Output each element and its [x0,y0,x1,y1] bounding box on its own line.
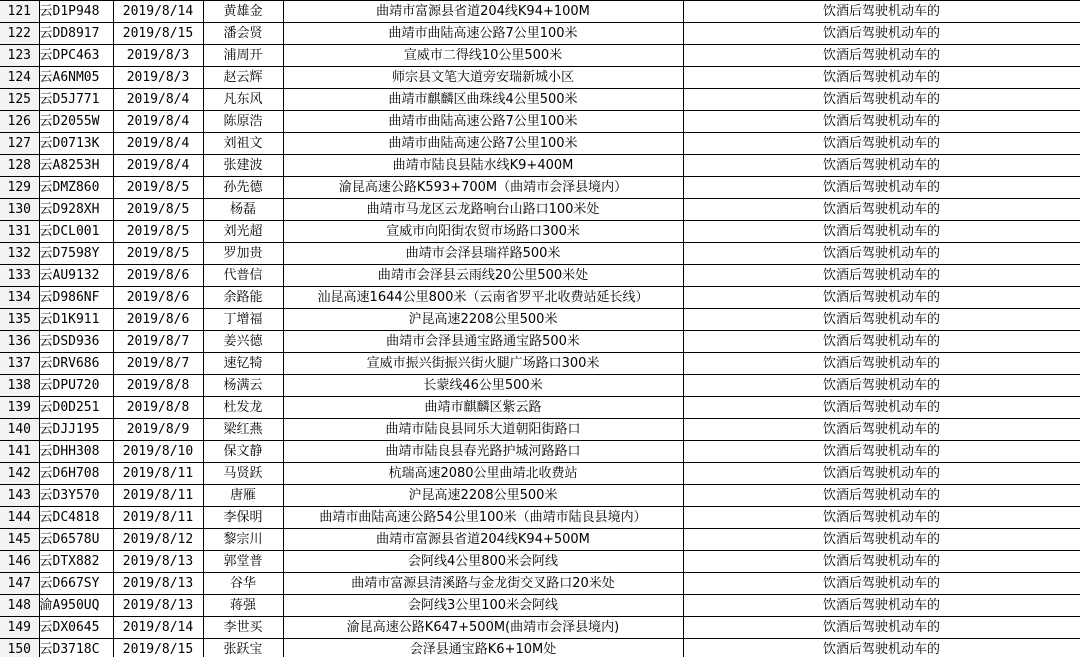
table-row[interactable] [0,440,1080,462]
cell-date[interactable]: 2019/8/5 [113,176,203,198]
table-row[interactable] [0,352,1080,374]
cell-offense[interactable]: 饮酒后驾驶机动车的 [683,594,1080,616]
cell-place[interactable]: 宣威市二得线10公里500米 [283,44,683,66]
row-number[interactable]: 133 [0,264,39,286]
table-row[interactable] [0,550,1080,572]
cell-place[interactable]: 曲靖市陆良县同乐大道朝阳街路口 [283,418,683,440]
table-row[interactable] [0,0,1080,22]
row-number[interactable]: 146 [0,550,39,572]
cell-offense[interactable]: 饮酒后驾驶机动车的 [683,308,1080,330]
cell-name[interactable]: 余路能 [203,286,283,308]
row-number[interactable]: 130 [0,198,39,220]
cell-date[interactable]: 2019/8/13 [113,594,203,616]
cell-name[interactable]: 姜兴德 [203,330,283,352]
table-row[interactable] [0,154,1080,176]
cell-offense[interactable]: 饮酒后驾驶机动车的 [683,484,1080,506]
table-row[interactable] [0,132,1080,154]
row-number[interactable]: 121 [0,0,39,22]
cell-offense[interactable]: 饮酒后驾驶机动车的 [683,462,1080,484]
cell-date[interactable]: 2019/8/8 [113,374,203,396]
cell-offense[interactable]: 饮酒后驾驶机动车的 [683,176,1080,198]
cell-name[interactable]: 张跃宝 [203,638,283,657]
cell-place[interactable]: 杭瑞高速2080公里曲靖北收费站 [283,462,683,484]
table-row[interactable] [0,66,1080,88]
cell-plate[interactable]: 云D0D251 [39,396,113,418]
cell-offense[interactable]: 饮酒后驾驶机动车的 [683,154,1080,176]
cell-name[interactable]: 凡东风 [203,88,283,110]
cell-name[interactable]: 马贤跃 [203,462,283,484]
cell-plate[interactable]: 云A6NM05 [39,66,113,88]
row-number[interactable]: 132 [0,242,39,264]
cell-date[interactable]: 2019/8/7 [113,330,203,352]
row-number[interactable]: 149 [0,616,39,638]
cell-plate[interactable]: 云DPU720 [39,374,113,396]
cell-date[interactable]: 2019/8/7 [113,352,203,374]
cell-plate[interactable]: 云D0713K [39,132,113,154]
cell-date[interactable]: 2019/8/4 [113,132,203,154]
cell-offense[interactable]: 饮酒后驾驶机动车的 [683,198,1080,220]
cell-plate[interactable]: 云D2055W [39,110,113,132]
cell-name[interactable]: 罗加贵 [203,242,283,264]
cell-place[interactable]: 曲靖市陆良县春光路护城河路路口 [283,440,683,462]
row-number[interactable]: 144 [0,506,39,528]
row-number[interactable]: 147 [0,572,39,594]
table-row[interactable] [0,176,1080,198]
cell-place[interactable]: 曲靖市曲陆高速公路7公里100米 [283,110,683,132]
cell-plate[interactable]: 云D3718C [39,638,113,657]
cell-plate[interactable]: 云D7598Y [39,242,113,264]
cell-date[interactable]: 2019/8/6 [113,286,203,308]
cell-offense[interactable]: 饮酒后驾驶机动车的 [683,374,1080,396]
row-number[interactable]: 134 [0,286,39,308]
cell-plate[interactable]: 云DCL001 [39,220,113,242]
cell-place[interactable]: 沪昆高速2208公里500米 [283,308,683,330]
cell-place[interactable]: 曲靖市陆良县陆水线K9+400M [283,154,683,176]
cell-plate[interactable]: 云DMZ860 [39,176,113,198]
table-row[interactable] [0,418,1080,440]
cell-offense[interactable]: 饮酒后驾驶机动车的 [683,264,1080,286]
cell-name[interactable]: 张建波 [203,154,283,176]
cell-offense[interactable]: 饮酒后驾驶机动车的 [683,132,1080,154]
cell-plate[interactable]: 云DHH308 [39,440,113,462]
row-number[interactable]: 126 [0,110,39,132]
cell-plate[interactable]: 云AU9132 [39,264,113,286]
cell-name[interactable]: 李保明 [203,506,283,528]
cell-place[interactable]: 曲靖市富源县省道204线K94+100M [283,0,683,22]
cell-date[interactable]: 2019/8/3 [113,66,203,88]
cell-place[interactable]: 曲靖市麒麟区曲珠线4公里500米 [283,88,683,110]
cell-date[interactable]: 2019/8/6 [113,308,203,330]
cell-date[interactable]: 2019/8/5 [113,198,203,220]
cell-place[interactable]: 曲靖市会泽县通宝路通宝路500米 [283,330,683,352]
cell-name[interactable]: 刘光超 [203,220,283,242]
table-row[interactable] [0,374,1080,396]
table-row[interactable] [0,330,1080,352]
table-row[interactable] [0,264,1080,286]
cell-date[interactable]: 2019/8/5 [113,242,203,264]
cell-date[interactable]: 2019/8/5 [113,220,203,242]
row-number[interactable]: 148 [0,594,39,616]
cell-place[interactable]: 宣威市向阳街农贸市场路口300米 [283,220,683,242]
cell-name[interactable]: 孙先德 [203,176,283,198]
table-row[interactable] [0,638,1080,657]
cell-name[interactable]: 杨满云 [203,374,283,396]
cell-name[interactable]: 速钇犄 [203,352,283,374]
table-row[interactable] [0,462,1080,484]
row-number[interactable]: 129 [0,176,39,198]
cell-plate[interactable]: 云DJJ195 [39,418,113,440]
row-number[interactable]: 139 [0,396,39,418]
cell-offense[interactable]: 饮酒后驾驶机动车的 [683,88,1080,110]
cell-offense[interactable]: 饮酒后驾驶机动车的 [683,396,1080,418]
row-number[interactable]: 128 [0,154,39,176]
cell-name[interactable]: 代普信 [203,264,283,286]
table-row[interactable] [0,242,1080,264]
cell-date[interactable]: 2019/8/12 [113,528,203,550]
cell-date[interactable]: 2019/8/4 [113,154,203,176]
cell-place[interactable]: 渝昆高速公路K647+500M(曲靖市会泽县境内) [283,616,683,638]
row-number[interactable]: 150 [0,638,39,657]
cell-plate[interactable]: 云D1K911 [39,308,113,330]
cell-place[interactable]: 宣威市振兴街振兴街火腿广场路口300米 [283,352,683,374]
row-number[interactable]: 141 [0,440,39,462]
cell-place[interactable]: 曲靖市会泽县瑞祥路500米 [283,242,683,264]
cell-offense[interactable]: 饮酒后驾驶机动车的 [683,418,1080,440]
cell-date[interactable]: 2019/8/3 [113,44,203,66]
row-number[interactable]: 131 [0,220,39,242]
cell-offense[interactable]: 饮酒后驾驶机动车的 [683,286,1080,308]
cell-date[interactable]: 2019/8/11 [113,462,203,484]
cell-date[interactable]: 2019/8/8 [113,396,203,418]
cell-date[interactable]: 2019/8/6 [113,264,203,286]
cell-date[interactable]: 2019/8/14 [113,616,203,638]
cell-offense[interactable]: 饮酒后驾驶机动车的 [683,22,1080,44]
cell-offense[interactable]: 饮酒后驾驶机动车的 [683,110,1080,132]
cell-place[interactable]: 会泽县通宝路K6+10M处 [283,638,683,657]
cell-place[interactable]: 曲靖市富源县清溪路与金龙街交叉路口20米处 [283,572,683,594]
table-row[interactable] [0,528,1080,550]
cell-plate[interactable]: 云D928XH [39,198,113,220]
cell-plate[interactable]: 云DD8917 [39,22,113,44]
table-row[interactable] [0,396,1080,418]
cell-date[interactable]: 2019/8/15 [113,638,203,657]
cell-name[interactable]: 谷华 [203,572,283,594]
cell-offense[interactable]: 饮酒后驾驶机动车的 [683,44,1080,66]
row-number[interactable]: 123 [0,44,39,66]
table-row[interactable] [0,616,1080,638]
row-number[interactable]: 145 [0,528,39,550]
cell-place[interactable]: 长蒙线46公里500米 [283,374,683,396]
cell-name[interactable]: 保文静 [203,440,283,462]
cell-offense[interactable]: 饮酒后驾驶机动车的 [683,638,1080,657]
row-number[interactable]: 122 [0,22,39,44]
table-row[interactable] [0,88,1080,110]
cell-place[interactable]: 会阿线4公里800米会阿线 [283,550,683,572]
cell-plate[interactable]: 云D5J771 [39,88,113,110]
cell-name[interactable]: 陈原浩 [203,110,283,132]
table-row[interactable] [0,484,1080,506]
table-row[interactable] [0,44,1080,66]
cell-name[interactable]: 唐雁 [203,484,283,506]
table-row[interactable] [0,22,1080,44]
cell-offense[interactable]: 饮酒后驾驶机动车的 [683,550,1080,572]
cell-place[interactable]: 曲靖市曲陆高速公路7公里100米 [283,132,683,154]
cell-name[interactable]: 赵云辉 [203,66,283,88]
row-number[interactable]: 143 [0,484,39,506]
cell-date[interactable]: 2019/8/13 [113,572,203,594]
cell-plate[interactable]: 云D3Y570 [39,484,113,506]
cell-name[interactable]: 潘会贤 [203,22,283,44]
cell-place[interactable]: 曲靖市曲陆高速公路54公里100米（曲靖市陆良县境内） [283,506,683,528]
cell-offense[interactable]: 饮酒后驾驶机动车的 [683,330,1080,352]
cell-name[interactable]: 黎宗川 [203,528,283,550]
cell-date[interactable]: 2019/8/14 [113,0,203,22]
cell-plate[interactable]: 云DSD936 [39,330,113,352]
cell-plate[interactable]: 云DTX882 [39,550,113,572]
cell-name[interactable]: 蒋强 [203,594,283,616]
table-row[interactable] [0,572,1080,594]
cell-date[interactable]: 2019/8/4 [113,88,203,110]
row-number[interactable]: 125 [0,88,39,110]
cell-plate[interactable]: 云DC4818 [39,506,113,528]
cell-offense[interactable]: 饮酒后驾驶机动车的 [683,616,1080,638]
cell-name[interactable]: 杨磊 [203,198,283,220]
cell-name[interactable]: 李世买 [203,616,283,638]
cell-offense[interactable]: 饮酒后驾驶机动车的 [683,506,1080,528]
cell-place[interactable]: 沪昆高速2208公里500米 [283,484,683,506]
cell-date[interactable]: 2019/8/11 [113,506,203,528]
cell-date[interactable]: 2019/8/10 [113,440,203,462]
cell-plate[interactable]: 云DPC463 [39,44,113,66]
cell-name[interactable]: 丁增福 [203,308,283,330]
row-number[interactable]: 138 [0,374,39,396]
cell-plate[interactable]: 云D1P948 [39,0,113,22]
cell-plate[interactable]: 云DX0645 [39,616,113,638]
cell-date[interactable]: 2019/8/13 [113,550,203,572]
cell-date[interactable]: 2019/8/4 [113,110,203,132]
cell-plate[interactable]: 云D6H708 [39,462,113,484]
cell-date[interactable]: 2019/8/15 [113,22,203,44]
table-row[interactable] [0,220,1080,242]
cell-place[interactable]: 曲靖市富源县省道204线K94+500M [283,528,683,550]
cell-plate[interactable]: 云D6578U [39,528,113,550]
row-number[interactable]: 142 [0,462,39,484]
cell-offense[interactable]: 饮酒后驾驶机动车的 [683,220,1080,242]
row-number[interactable]: 124 [0,66,39,88]
cell-offense[interactable]: 饮酒后驾驶机动车的 [683,528,1080,550]
row-number[interactable]: 127 [0,132,39,154]
cell-date[interactable]: 2019/8/9 [113,418,203,440]
cell-name[interactable]: 梁红燕 [203,418,283,440]
table-row[interactable] [0,594,1080,616]
cell-plate[interactable]: 云DRV686 [39,352,113,374]
cell-place[interactable]: 师宗县文笔大道旁安瑞新城小区 [283,66,683,88]
cell-offense[interactable]: 饮酒后驾驶机动车的 [683,352,1080,374]
row-number[interactable]: 135 [0,308,39,330]
cell-name[interactable]: 郭堂普 [203,550,283,572]
cell-offense[interactable]: 饮酒后驾驶机动车的 [683,572,1080,594]
cell-place[interactable]: 曲靖市麒麟区紫云路 [283,396,683,418]
cell-place[interactable]: 曲靖市马龙区云龙路响台山路口100米处 [283,198,683,220]
cell-place[interactable]: 汕昆高速1644公里800米（云南省罗平北收费站延长线） [283,286,683,308]
cell-plate[interactable]: 云D986NF [39,286,113,308]
cell-place[interactable]: 曲靖市会泽县云雨线20公里500米处 [283,264,683,286]
cell-plate[interactable]: 云D667SY [39,572,113,594]
cell-offense[interactable]: 饮酒后驾驶机动车的 [683,242,1080,264]
table-row[interactable] [0,110,1080,132]
cell-plate[interactable]: 渝A950UQ [39,594,113,616]
cell-plate[interactable]: 云A8253H [39,154,113,176]
cell-date[interactable]: 2019/8/11 [113,484,203,506]
cell-name[interactable]: 杜发龙 [203,396,283,418]
cell-name[interactable]: 黄雄金 [203,0,283,22]
cell-offense[interactable]: 饮酒后驾驶机动车的 [683,66,1080,88]
row-number[interactable]: 136 [0,330,39,352]
cell-place[interactable]: 渝昆高速公路K593+700M（曲靖市会泽县境内） [283,176,683,198]
row-number[interactable]: 137 [0,352,39,374]
cell-offense[interactable]: 饮酒后驾驶机动车的 [683,440,1080,462]
row-number[interactable]: 140 [0,418,39,440]
table-row[interactable] [0,286,1080,308]
table-row[interactable] [0,198,1080,220]
table-row[interactable] [0,506,1080,528]
cell-name[interactable]: 浦周开 [203,44,283,66]
table-row[interactable] [0,308,1080,330]
cell-place[interactable]: 曲靖市曲陆高速公路7公里100米 [283,22,683,44]
cell-offense[interactable]: 饮酒后驾驶机动车的 [683,0,1080,22]
cell-place[interactable]: 会阿线3公里100米会阿线 [283,594,683,616]
cell-name[interactable]: 刘祖文 [203,132,283,154]
